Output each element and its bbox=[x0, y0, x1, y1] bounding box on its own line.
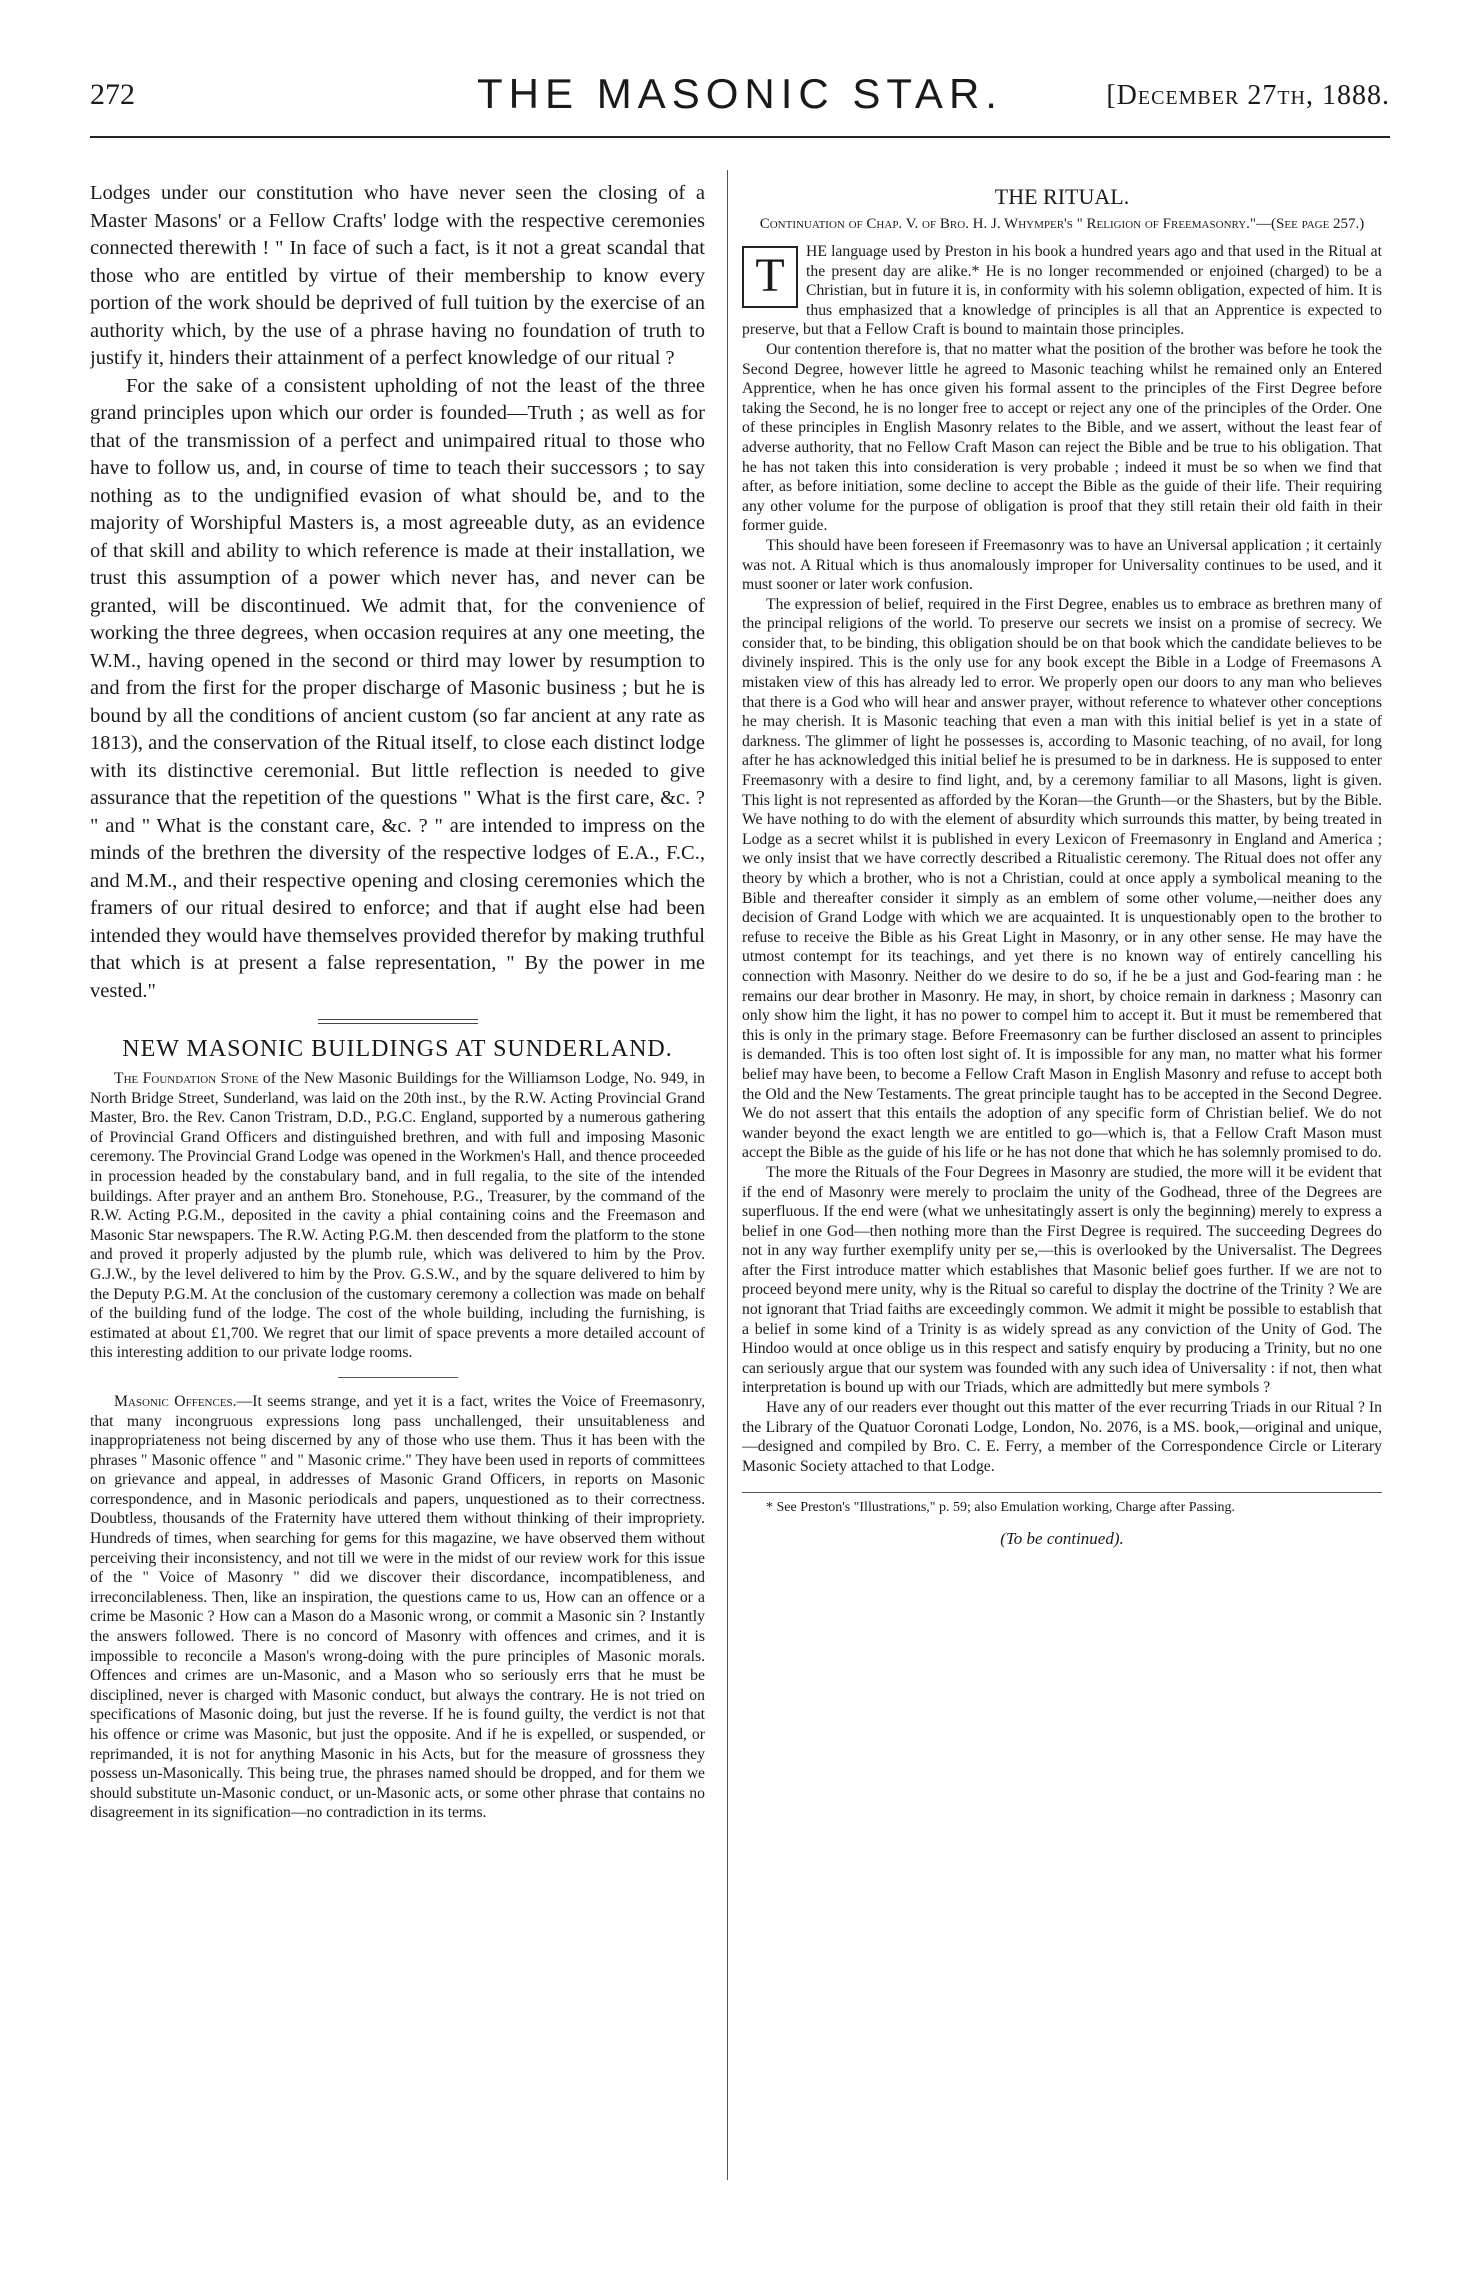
column-divider bbox=[727, 170, 728, 2180]
continued-note: (To be continued). bbox=[1000, 1529, 1124, 1549]
left-column bbox=[90, 180, 705, 1823]
sunderland-article bbox=[90, 1069, 705, 1363]
paragraph: This should have been foreseen if Freemasonry was to have an Universal application ; it certainly was not. A Ritual which is thus anomalously improper for Universality continues to be used, and it must sooner or later work confusion. bbox=[742, 536, 1382, 594]
paragraph: of the New Masonic Buildings for the Williamson Lodge, No. 949, in North Bridge Street, Sunderland, was laid on the 20th inst., by the R.W. Acting Provincial Grand Master, Bro. the Rev. Canon Tristram, D.D., P.G.C. England, supported by a numerous gathering of Provincial Grand Officers and distinguished brethren, and with full and imposing Masonic ceremony. The Provincial Grand Lodge was opened in the Workmen's Hall, and thence proceeded in procession headed by the constabulary band, and in full regalia, to the site of the intended buildings. After prayer and an anthem Bro. Stonehouse, P.G., Treasurer, by the command of the R.W. Acting P.G.M., deposited in the cavity a phial containing coins and the Freemason and Masonic Star newspapers. The R.W. Acting P.G.M. then descended from the platform to the stone and proved it properly adjusted by the plumb rule, which was delivered to him by the Prov. G.J.W., by the level delivered to him by the Prov. G.S.W., and by the square delivered to him by the Deputy P.G.M. At the conclusion of the customary ceremony a collection was made on behalf of the building fund of the lodge. The cost of the whole building, including the furnishing, is estimated at about £1,700. We regret that our limit of space prevents a more detailed account of this interesting addition to our private lodge rooms. bbox=[90, 1070, 705, 1362]
right-column bbox=[742, 180, 1382, 1549]
ritual-article-continuation bbox=[90, 180, 705, 1005]
paragraph: HE language used by Preston in his book a hundred years ago and that used in the Ritual at the present day are alike.* He is no longer recommended or enjoined (charged) to be a Christian, but in future it is, in conformity with his solemn obligation, expected of him. It is thus emphasized that a knowledge of principles is all that an Apprentice is expected to preserve, but that a Fellow Craft is bound to maintain those principles. bbox=[742, 243, 1382, 339]
footnote-rule bbox=[742, 1492, 1382, 1493]
section-divider bbox=[338, 1377, 458, 1378]
header-rule bbox=[90, 136, 1390, 138]
lead-in: Masonic Offences. bbox=[114, 1392, 237, 1410]
masthead: THE MASONIC STAR. bbox=[477, 70, 1003, 117]
masonic-offences-article bbox=[90, 1392, 705, 1823]
page-number: 272 bbox=[90, 78, 135, 111]
sunderland-heading: NEW MASONIC BUILDINGS AT SUNDERLAND. bbox=[122, 1036, 673, 1062]
paragraph: Have any of our readers ever thought out this matter of the ever recurring Triads in our Ritual ? In the Library of the Quatuor Coronati Lodge, London, No. 2076, is a MS. book,—original and unique,—designed and compiled by Bro. C. E. Ferry, a member of the Correspondence Circle or Literary Masonic Society attached to that Lodge. bbox=[742, 1399, 1382, 1475]
drop-cap: T bbox=[742, 246, 798, 308]
paragraph: Our contention therefore is, that no matter what the position of the brother was before he took the Second Degree, however little he agreed to Masonic teaching whilst he remained only an Entered Apprentice, when he has once given his formal assent to the principles of the First Degree before taking the Second, he is no longer free to accept or reject any one of the principles of the Order. One of these principles in English Masonry relates to the Bible, and we assert, without the least fear of adverse authority, that no Fellow Craft Mason can reject the Bible and be true to his obligation. That he has not taken this into consideration is very probable ; indeed it must be so when we find that after, as before initiation, some decline to accept the Bible as the guide of their life. Their requiring any other volume for the purpose of obligation is proof that they still retain their old faith in their former guide. bbox=[742, 340, 1382, 535]
issue-date: [December 27th, 1888. bbox=[1106, 80, 1390, 111]
ritual-article bbox=[742, 242, 1382, 1476]
paragraph: Lodges under our constitution who have never seen the closing of a Master Masons' or a Fellow Crafts' lodge with the respective ceremonies connected therewith ! " In face of such a fact, is it not a great scandal that those who are entitled by virtue of their membership to know every portion of the work should be deprived of full tuition by the exercise of an authority which, by the use of a phrase having no foundation of truth to justify it, hinders their attainment of a perfect knowledge of our ritual ? bbox=[90, 182, 705, 369]
lead-in: The Foundation Stone bbox=[114, 1070, 259, 1087]
ritual-subtitle: Continuation of Chap. V. of Bro. H. J. Whymper's " Religion of Freemasonry."—(See page 257.) bbox=[759, 216, 1365, 232]
paragraph: The expression of belief, required in the First Degree, enables us to embrace as brethren many of the principal religions of the world. To preserve our secrets we insist on a promise of secrecy. We consider that, to be binding, this obligation should be on that book which the candidate believes to be divinely inspired. This is the only use for any book except the Bible in a Lodge of Freemasons A mistaken view of this has already led to error. We properly open our doors to any man who believes that there is a God who will hear and answer prayer, without reference to whatever other conceptions he may cherish. It is Masonic teaching that even a man with this initial belief is yet in a state of darkness. The glimmer of light he possesses is, according to Masonic teaching, of no avail, for long after he has acknowledged this initial belief he is presumed to be in darkness. He is supposed to enter Freemasonry with a desire to find light, and, by a ceremony familiar to all Masons, light is given. This light is not represented as afforded by the Koran—the Grunth—or the Shasters, but by the Bible. We have nothing to do with the element of absurdity which surrounds this matter, by being treated in Lodge as a secret whilst it is published in every Lexicon of Freemasonry in England and America ; we only insist that we have correctly described a Ritualistic ceremony. The Ritual does not offer any theory by which a brother, who is not a Christian, could at once apply a symbolical meaning to the Bible and thereafter consider it simply as an emblem of some other volume,—neither does any decision of Grand Lodge with which we are acquainted. It is unquestionably open to the brother to refuse to receive the Bible as his Great Light in Masonry, or in any other sense. He may have the utmost contempt for its teachings, and yet there is no known way of entirely cancelling his connection with Masonry. Neither do we desire to do so, if he be a just and God-fearing man : he remains our dear brother in Masonry. He may, in short, by choice remain in darkness ; Masonry can only show him the light, it has no power to compel him to accept it. But it must be remembered that this is only in the primary stage. Before Freemasonry can be further disclosed an assent to principles is demanded. This is too often lost sight of. It is impossible for any man, no matter what his former belief may have been, to become a Fellow Craft Mason in English Masonry and refuse to accept both the Old and the New Testaments. The great principle taught has to be accepted in the Second Degree. We do not assert that this entails the adoption of any specific form of Christian belief. We do not wander beyond the exact length we are entitled to go—which is, that a Fellow Craft Mason must accept the Bible as the guide of his life or he has not done that which he has solemnly promised to do. bbox=[742, 595, 1382, 1162]
paragraph: —It seems strange, and yet it is a fact, writes the Voice of Freemasonry, that many incongruous expressions long pass unchallenged, their unsuitableness and inappropriateness not being discerned by any of those who use them. Thus it has been with the phrases " Masonic offence " and " Masonic crime." They have been used in reports of committees on grievance and appeal, in addresses of Masonic Grand Officers, in reports on Masonic correspondence, and in Masonic periodicals and papers, unquestioned as to their correctness. Doubtless, thousands of the Fraternity have uttered them without thinking of their impropriety. Hundreds of times, when searching for gems for this magazine, we have observed them without perceiving their inconsistency, and not till we were in the midst of our review work for this issue of the " Voice of Masonry " did we discover their discordance, incompatibleness, and irreconcilableness. Then, like an inspiration, the questions came to us, How can an offence or a crime be Masonic ? How can a Mason do a Masonic wrong, or commit a Masonic sin ? Instantly the answers followed. There is no concord of Masonry with offences and crimes, and it is impossible to reconcile a Mason's wrong-doing with the pure principles of Masonic morals. Offences and crimes are un-Masonic, and a Mason who so seriously errs that he must be disciplined, never is charged with Masonic conduct, but always the contrary. He is not tried on specifications of Masonic doing, but just the reverse. If he is found guilty, the verdict is not that his offence or crime was Masonic, but just the opposite. And if he is expelled, or suspended, or reprimanded, it is not for anything Masonic in his Acts, but for the measure of grossness they possess un-Masonically. This being true, the phrases named should be dropped, and for them we should substitute un-Masonic conduct, or un-Masonic acts, or some other phrase that contains no disagreement in its signification—no contradiction in its terms. bbox=[90, 1392, 705, 1822]
paragraph: For the sake of a consistent upholding of not the least of the three grand principles upon which our order is founded—Truth ; as well as for that of the transmission of a perfect and unimpaired ritual to those who have to follow us, and, in course of time to teach their successors ; to say nothing as to the undignified evasion of what should be, and to the majority of Worshipful Masters is, a most agreeable duty, as an evidence of that skill and ability to which reference is made at their installation, we trust this assumption of a power which never has, and never can be granted, will be discontinued. We admit that, for the convenience of working the three degrees, when occasion requires at any one meeting, the W.M., having opened in the second or third may lower by resumption to and from the first for the proper discharge of Masonic business ; but he is bound by all the conditions of ancient custom (so far ancient at any rate as 1813), and the conservation of the Ritual itself, to close each distinct lodge with its distinctive ceremonial. But little reflection is needed to give assurance that the repetition of the questions " What is the first care, &c. ? " and " What is the constant care, &c. ? " are intended to impress on the minds of the brethren the diversity of the respective lodges of E.A., F.C., and M.M., and their respective opening and closing ceremonies which the framers of our ritual desired to enforce; and that if aught else had been intended they would have themselves provided therefor by making truthful that which is at present a false representation, " By the power in me vested." bbox=[90, 374, 705, 1002]
section-divider bbox=[318, 1019, 478, 1024]
paragraph: The more the Rituals of the Four Degrees in Masonry are studied, the more will it be evident that if the end of Masonry were merely to proclaim the unity of the Godhead, three of the Degrees are superfluous. If the end were (what we unhesitatingly assert is only the beginning) merely to express a belief in one God—then nothing more than the First Degree is required. The succeeding Degrees do not in any way further exemplify unity per se,—this is overlooked by the Universalist. The Degrees after the First introduce matter which establishes that Masonic belief goes further. If we are not to proceed beyond mere unity, why is the Ritual so careful to display the doctrine of the Trinity ? We are not ignorant that Triad faiths are exceedingly common. We admit it might be possible to establish that a belief in some kind of a Trinity is as widely spread as any conviction of the Unity of God. The Hindoo would at once oblige us in this respect and satisfy enquiry by producing a Trinity, but no one can seriously argue that our system was founded with any such idea of Universality : if not, then what interpretation is bound up with our Triads, which are admittedly but mere symbols ? bbox=[742, 1163, 1382, 1397]
page-header bbox=[90, 70, 1390, 130]
ritual-heading: THE RITUAL. bbox=[994, 184, 1130, 209]
footnote: * See Preston's "Illustrations," p. 59; also Emulation working, Charge after Passing. bbox=[766, 1500, 1236, 1516]
